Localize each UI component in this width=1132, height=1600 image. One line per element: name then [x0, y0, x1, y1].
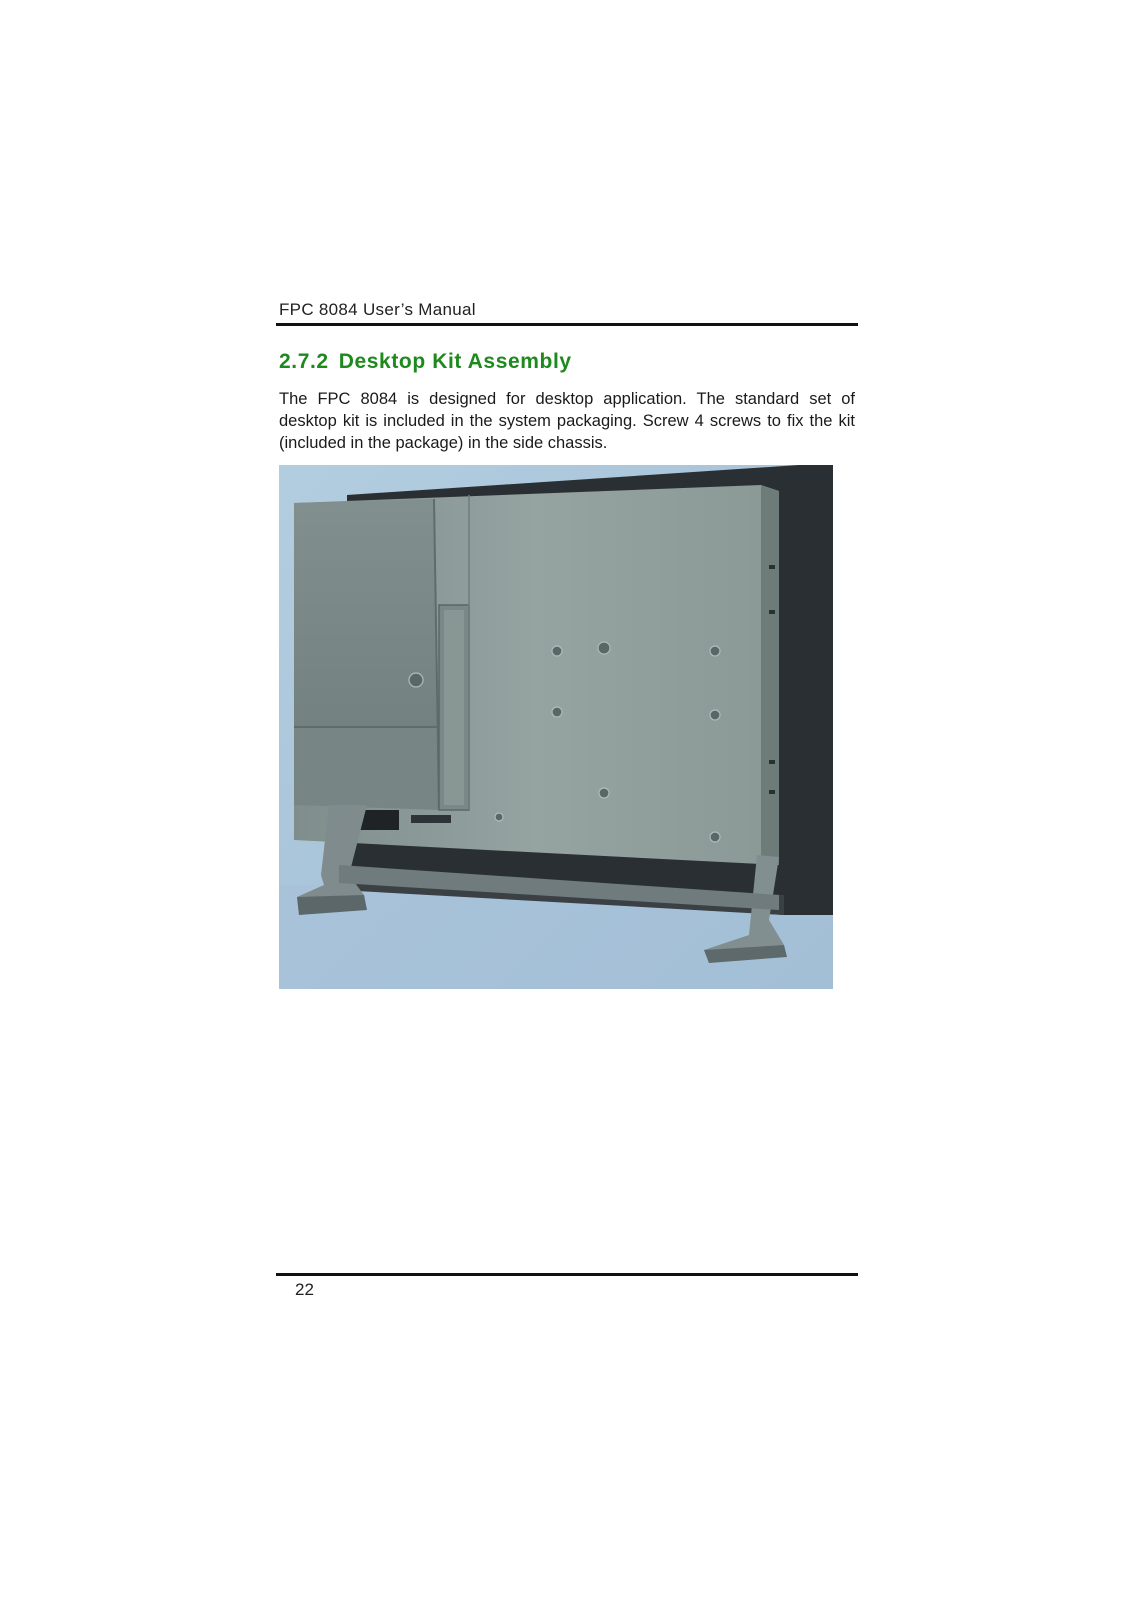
section-title: Desktop Kit Assembly [338, 350, 572, 373]
desktop-kit-photo [279, 465, 833, 989]
section-heading [279, 350, 572, 374]
body-paragraph: The FPC 8084 is designed for desktop application. The standard set of desktop kit is included in the system packaging. Screw 4 screws to fix the kit (included in the package) in the side chassis. [279, 390, 855, 452]
page-number: 22 [295, 1280, 314, 1299]
section-number: 2.7.2 [279, 350, 329, 373]
header-rule [276, 323, 858, 326]
footer-rule [276, 1273, 858, 1276]
running-header: FPC 8084 User’s Manual [279, 300, 476, 319]
